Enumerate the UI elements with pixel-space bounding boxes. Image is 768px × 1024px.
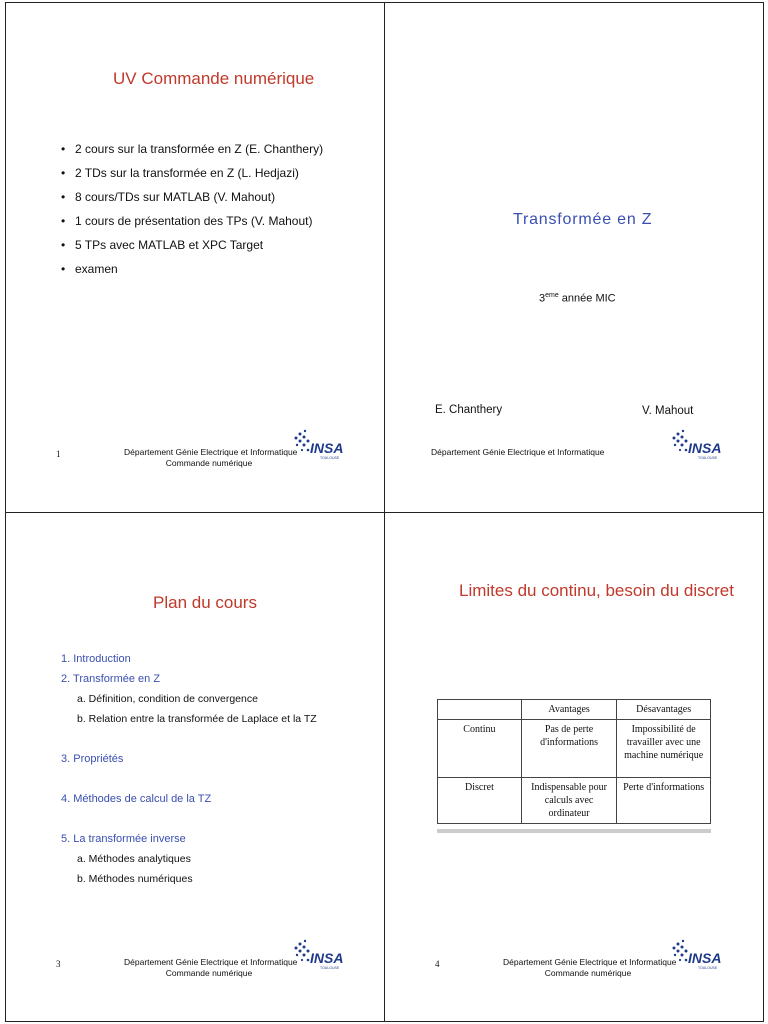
insa-logo-icon (671, 428, 722, 464)
table-header-avantages: Avantages (521, 700, 616, 720)
outline-item-inverse: 5. La transformée inverse (61, 833, 186, 845)
outline-item-introduction: 1. Introduction (61, 653, 131, 665)
footer-department: Département Génie Electrique et Informatique (124, 957, 298, 967)
footer (503, 957, 677, 979)
logo-text: INSA (310, 950, 344, 966)
page-number: 4 (435, 959, 440, 969)
list-item: • examen (61, 260, 323, 284)
table-header-desavantages: Désavantages (617, 700, 711, 720)
year-label (539, 292, 616, 305)
year-superscript: eme (545, 292, 559, 299)
slide-2 (384, 2, 764, 513)
year-text: année MIC (558, 292, 616, 305)
logo-text: INSA (688, 950, 722, 966)
table-header-row (438, 700, 711, 720)
table-shadow (437, 829, 711, 833)
author-left: E. Chanthery (435, 404, 503, 416)
outline-item-methodes: 4. Méthodes de calcul de la TZ (61, 793, 212, 805)
outline-subitem-definition: a. Définition, condition de convergence (77, 693, 258, 705)
table-row (438, 720, 711, 778)
list-item: • 8 cours/TDs sur MATLAB (V. Mahout) (61, 188, 323, 212)
footer (124, 957, 298, 979)
footer-department: Département Génie Electrique et Informatique (124, 447, 298, 457)
table-cell (438, 700, 522, 720)
footer-course: Commande numérique (165, 968, 253, 978)
table-cell: Indispensable pour calculs avec ordinateur (521, 778, 616, 824)
outline-item-proprietes: 3. Propriétés (61, 753, 124, 765)
outline-subitem-numeriques: b. Méthodes numériques (77, 873, 193, 885)
slide-title: Transformée en Z (513, 211, 653, 228)
course-outline (61, 651, 317, 891)
outline-subitem-relation: b. Relation entre la transformée de Laplace et la TZ (77, 713, 317, 725)
list-item: • 2 cours sur la transformée en Z (E. Chanthery) (61, 140, 323, 164)
outline-item-transformee: 2. Transformée en Z (61, 673, 161, 685)
table-cell: Continu (438, 720, 522, 778)
insa-logo-icon (671, 938, 722, 974)
list-item: • 2 TDs sur la transformée en Z (L. Hedjazi) (61, 164, 323, 188)
table-cell: Discret (438, 778, 522, 824)
page-number: 3 (56, 959, 61, 969)
insa-logo-icon (293, 428, 344, 464)
logo-subtext: TOULOUSE (698, 456, 718, 460)
slide-title: UV Commande numérique (113, 69, 315, 88)
comparison-table (437, 699, 711, 824)
list-item: • 5 TPs avec MATLAB et XPC Target (61, 236, 323, 260)
year-number: 3 (539, 292, 546, 305)
slide-4 (384, 512, 764, 1022)
table-cell: Pas de perte d'informations (521, 720, 616, 778)
logo-subtext: TOULOUSE (698, 966, 718, 970)
logo-subtext: TOULOUSE (320, 456, 340, 460)
bullet-list (61, 140, 323, 284)
page-number: 1 (56, 449, 61, 459)
footer-course: Commande numérique (165, 458, 253, 468)
author-right: V. Mahout (642, 405, 694, 417)
slide-title: Limites du continu, besoin du discret (459, 581, 734, 600)
logo-text: INSA (310, 440, 344, 456)
logo-subtext: TOULOUSE (320, 966, 340, 970)
table-row (438, 778, 711, 824)
slide-1 (5, 2, 385, 513)
footer-department: Département Génie Electrique et Informatique (431, 447, 605, 457)
slide-3 (5, 512, 385, 1022)
logo-text: INSA (688, 440, 722, 456)
footer-department: Département Génie Electrique et Informatique (503, 957, 677, 967)
list-item: • 1 cours de présentation des TPs (V. Mahout) (61, 212, 323, 236)
slide-title: Plan du cours (153, 593, 257, 612)
footer-course: Commande numérique (544, 968, 632, 978)
insa-logo-icon (293, 938, 344, 974)
table-cell: Perte d'informations (617, 778, 711, 824)
outline-subitem-analytiques: a. Méthodes analytiques (77, 853, 191, 865)
footer (124, 447, 298, 469)
table-cell: Impossibilité de travailler avec une machine numérique (617, 720, 711, 778)
